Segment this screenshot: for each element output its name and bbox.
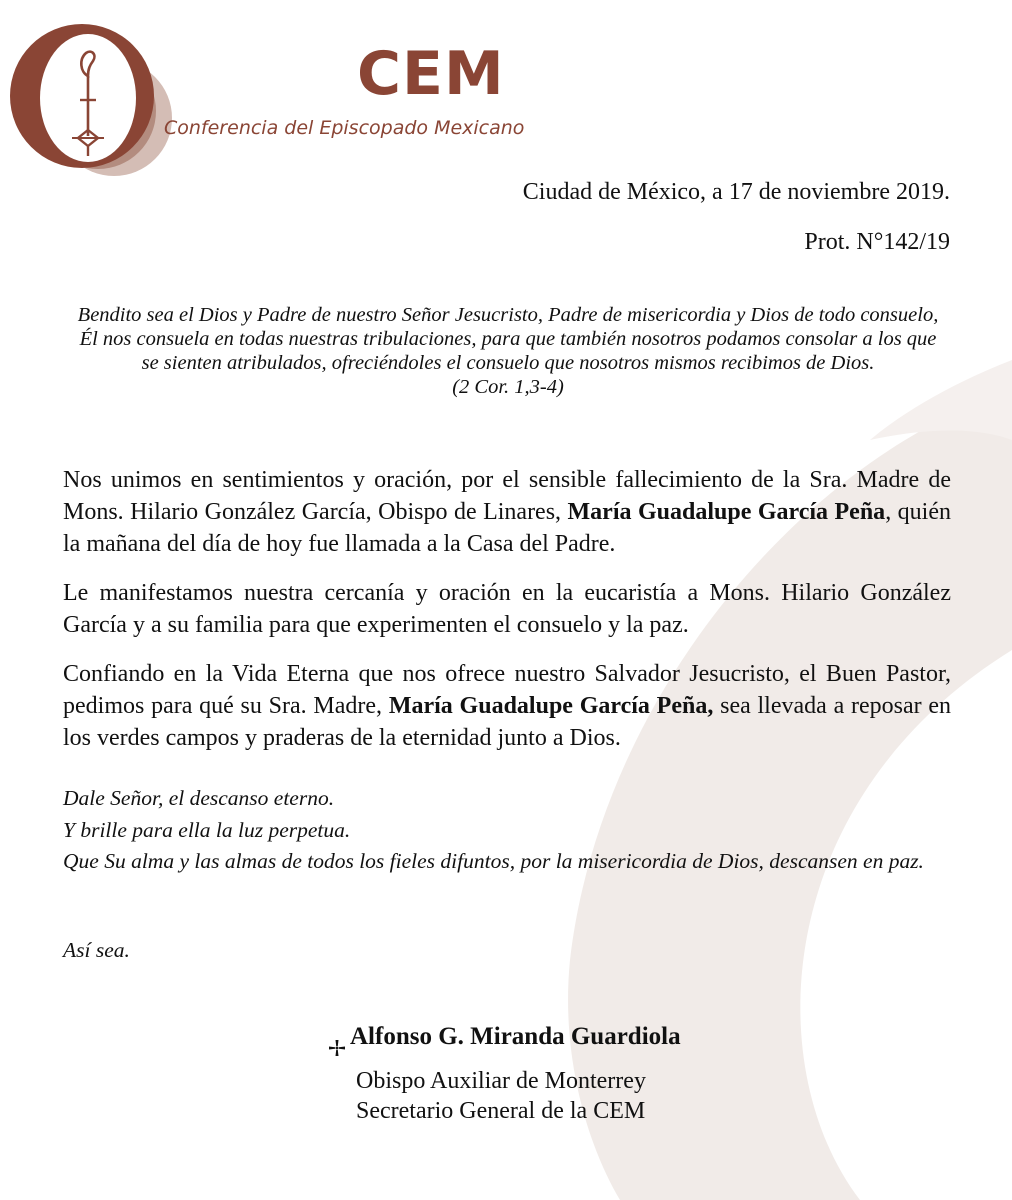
prayer-closing: Así sea. — [63, 938, 130, 962]
paragraph-closeness: Le manifestamos nuestra cercanía y oración en la eucaristía a Mons. Hilario González García y a su familia para que experimenten el consuelo y la paz. — [63, 580, 951, 638]
organization-name: Conferencia del Episcopado Mexicano — [164, 117, 525, 139]
paragraph-text: Confiando en la Vida Eterna que nos ofrece nuestro Salvador Jesucristo, el Buen Pastor, pedimos para qué su Sra. Madre, — [63, 661, 951, 719]
prayer-line: Y brille para ella la luz perpetua. — [63, 817, 351, 842]
epigraph-line: se sienten atribulados, ofreciéndoles el consuelo que nosotros mismos recibimos de Dios. — [141, 351, 875, 374]
epigraph-line: Él nos consuela en todas nuestras tribulaciones, para que también nosotros podamos consolar a los que — [79, 327, 937, 350]
epigraph-citation: (2 Cor. 1,3-4) — [452, 375, 564, 398]
paragraph-eternal-life — [63, 658, 951, 754]
signer-role: Obispo Auxiliar de Monterrey — [356, 1068, 646, 1094]
paragraph-text: , quién la mañana del día de hoy fue llamada a la Casa del Padre. — [63, 499, 951, 557]
epigraph-line: Bendito sea el Dios y Padre de nuestro Señor Jesucristo, Padre de misericordia y Dios de todo consuelo, — [77, 304, 939, 326]
date-line: Ciudad de México, a 17 de noviembre 2019. — [522, 179, 950, 205]
paragraph-condolence — [63, 464, 951, 560]
letter-body — [63, 464, 951, 771]
cem-logo-icon — [6, 14, 176, 180]
prayer-line: Que Su alma y las almas de todos los fieles difuntos, por la misericordia de Dios, descansen en paz. — [63, 849, 924, 873]
signer-roles — [356, 1066, 646, 1126]
deceased-name: María Guadalupe García Peña, — [388, 693, 714, 719]
logo-title: CEM — [357, 39, 505, 109]
paragraph-text: Nos unimos en sentimientos y oración, por el sensible fallecimiento de la Sra. Madre de Mons. Hilario González García, Obispo de Linares, — [63, 467, 951, 525]
signer-role: Secretario General de la CEM — [356, 1098, 646, 1124]
epigraph — [58, 304, 958, 400]
deceased-name: María Guadalupe García Peña — [567, 499, 886, 525]
prayer — [63, 783, 943, 878]
signer-name: Alfonso G. Miranda Guardiola — [350, 1023, 681, 1050]
prayer-line: Dale Señor, el descanso eterno. — [63, 786, 335, 810]
paragraph-text: sea llevada a reposar en los verdes campos y praderas de la eternidad junto a Dios. — [63, 693, 952, 751]
protocol-number: Prot. N°142/19 — [804, 229, 950, 255]
bishop-cross-icon — [329, 1040, 345, 1056]
